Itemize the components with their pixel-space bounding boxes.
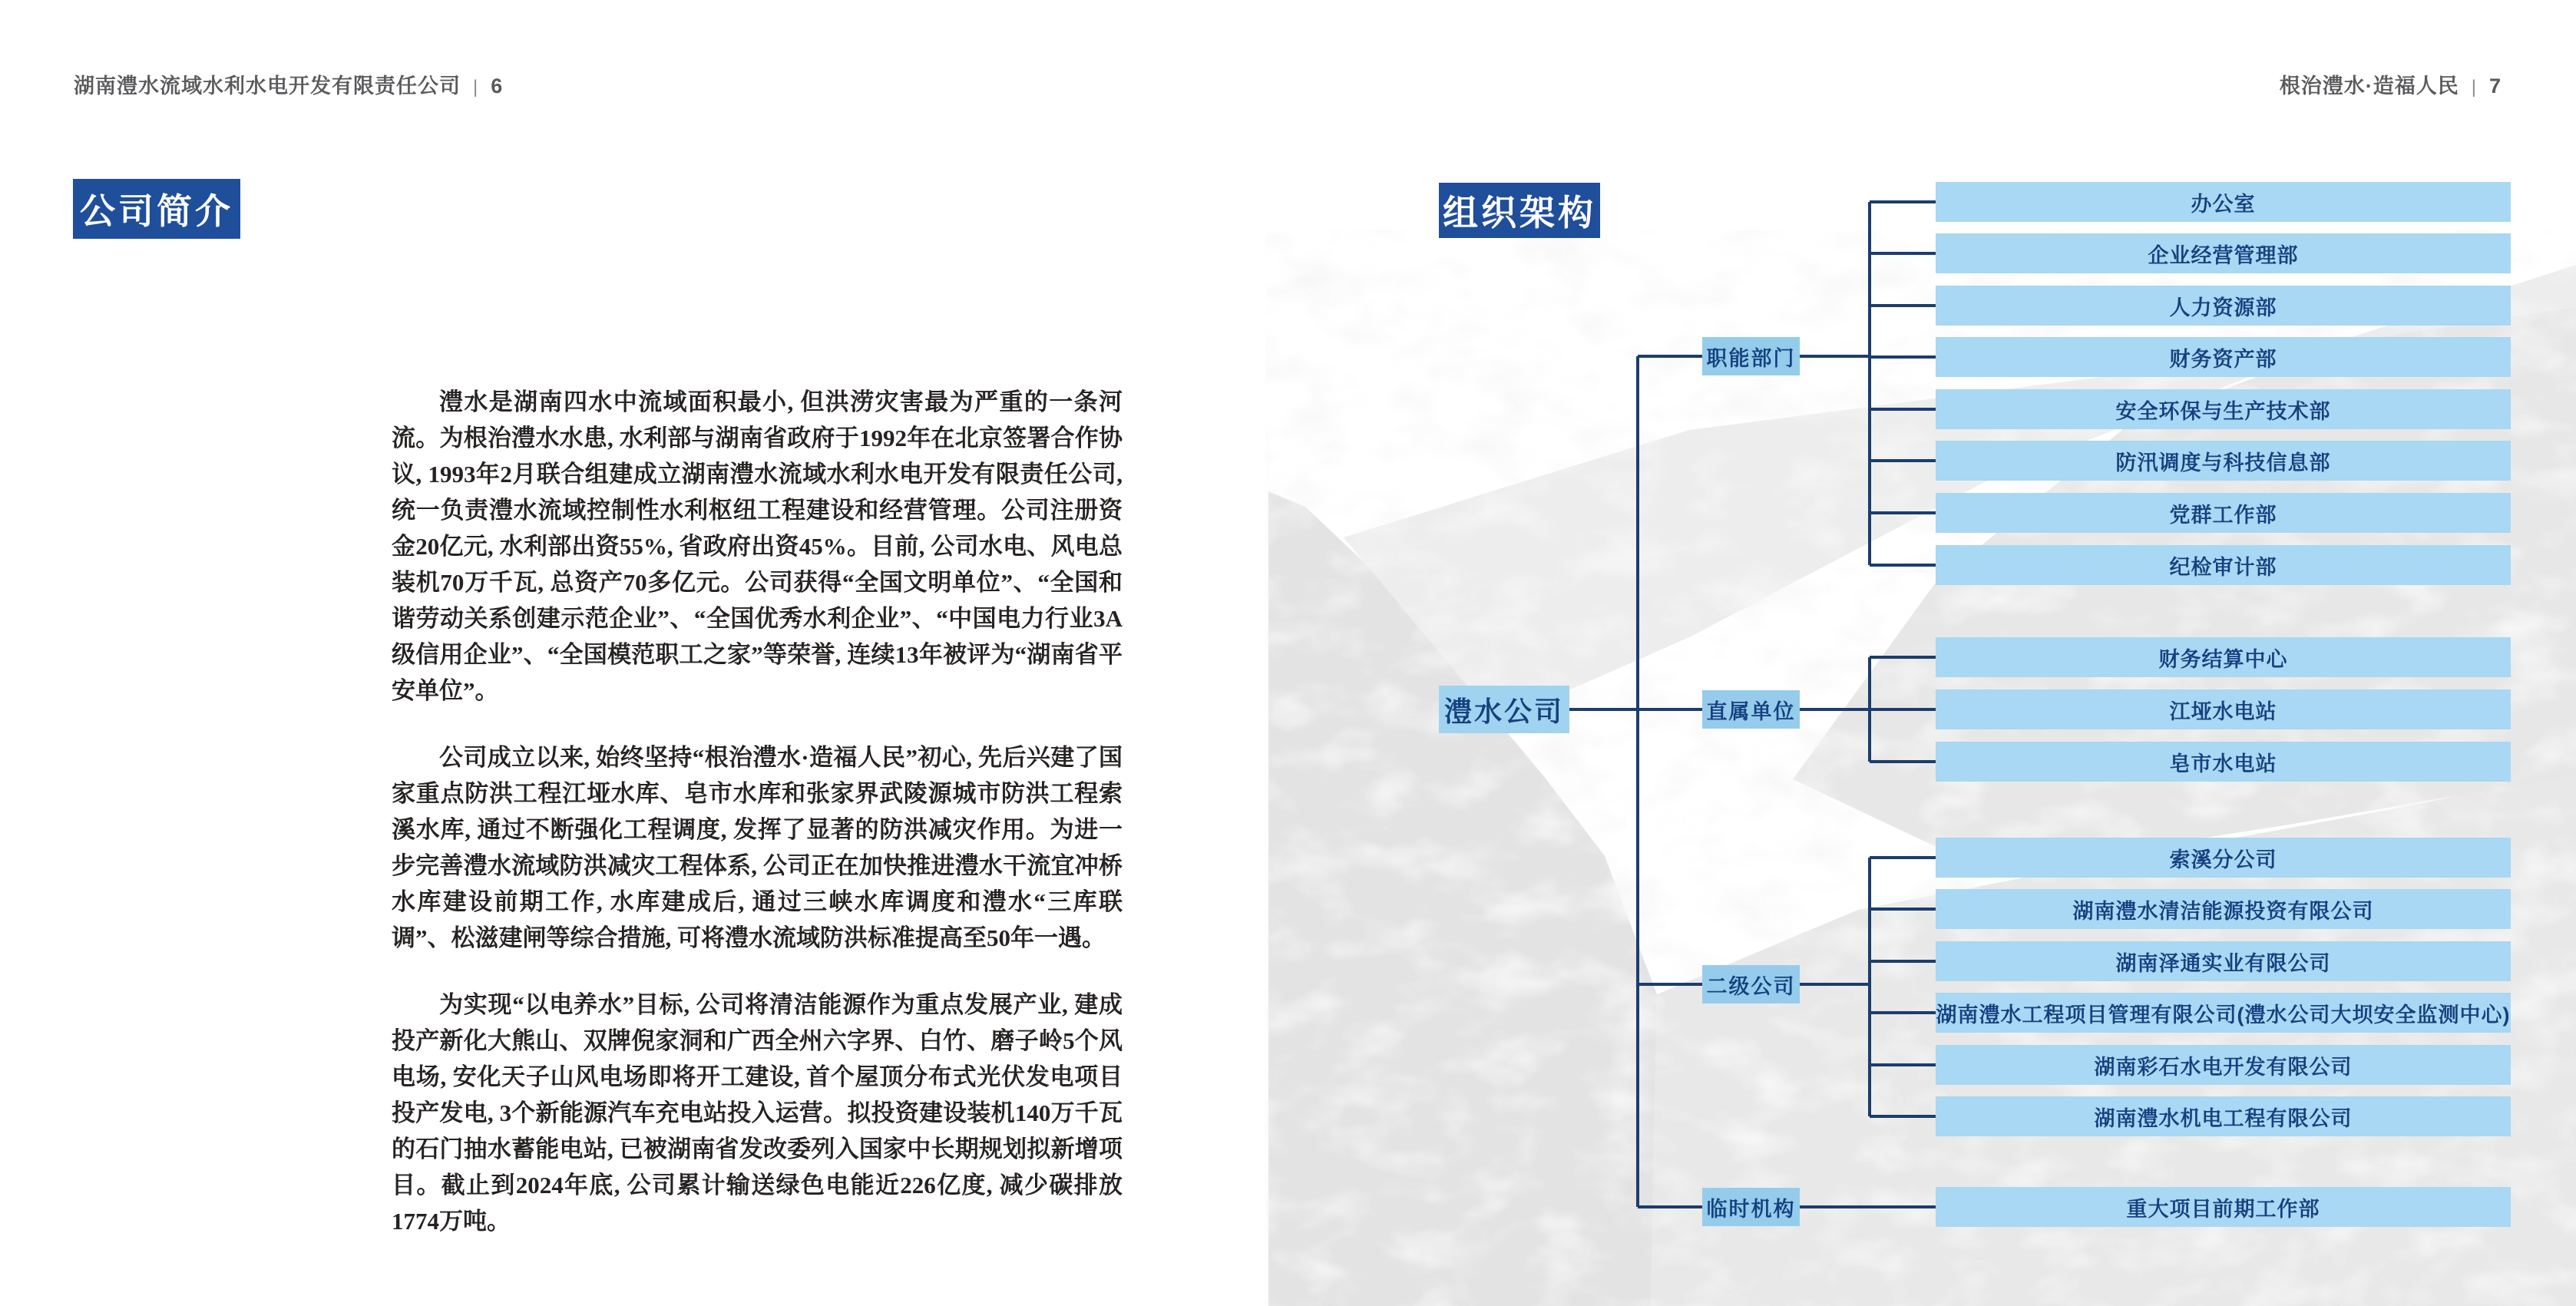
connector-line (1870, 564, 1936, 567)
org-child-node: 湖南泽通实业有限公司 (1936, 941, 2511, 981)
connector-line (1870, 355, 1936, 359)
org-child-node: 湖南澧水工程项目管理有限公司(澧水公司大坝安全监测中心) (1936, 993, 2511, 1033)
connector-line (1868, 858, 1871, 1116)
org-branch-label: 二级公司 (1702, 965, 1800, 1003)
connector-line (1870, 252, 1936, 255)
connector-line (1870, 908, 1936, 911)
connector-line (1870, 856, 1936, 859)
profile-paragraph-3: 为实现“以电养水”目标, 公司将清洁能源作为重点发展产业, 建成投产新化大熊山、双牌倪家洞和广西全州六字界、白竹、磨子岭5个风电场, 安化天子山风电场即将开工建设, 首个屋顶分布式光伏发电项目投产发电, 3个新能源汽车充电站投入运营。拟投资建设装机140万千瓦的石门抽水蓄能电站, 已被湖南省发改委列入国家中长期规划拟新增项目。截止到2024年底, 公司累计输送绿色电能近226亿度, 减少碳排放1774万吨。 (392, 991, 1123, 1235)
connector-line (1870, 459, 1936, 462)
connector-line (1800, 983, 1870, 986)
connector-line (1870, 1011, 1936, 1014)
org-root-node: 澧水公司 (1439, 686, 1569, 733)
org-child-node: 安全环保与生产技术部 (1936, 389, 2511, 429)
org-child-node: 索溪分公司 (1936, 838, 2511, 878)
section-title-company-profile: 公司简介 (73, 179, 240, 239)
connector-line (1636, 356, 1639, 1207)
org-child-node: 江垭水电站 (1936, 689, 2511, 729)
section-title-org-structure: 组织架构 (1439, 183, 1600, 238)
org-child-node: 皂市水电站 (1936, 742, 2511, 782)
org-child-node: 财务结算中心 (1936, 637, 2511, 677)
org-child-node: 重大项目前期工作部 (1936, 1187, 2511, 1227)
connector-line (1800, 1205, 1936, 1208)
connector-line (1870, 408, 1936, 411)
company-motto: 根治澧水·造福人民 (2279, 74, 2459, 98)
connector-line (1870, 304, 1936, 307)
org-child-node: 防汛调度与科技信息部 (1936, 441, 2511, 481)
org-child-node: 湖南澧水清洁能源投资有限公司 (1936, 889, 2511, 929)
profile-paragraph-1: 澧水是湖南四水中流域面积最小, 但洪涝灾害最为严重的一条河流。为根治澧水水患, 水利部与湖南省政府于1992年在北京签署合作协议, 1993年2月联合组建成立湖南澧水流域水利水电开发有限责任公司, 统一负责澧水流域控制性水利枢纽工程建设和经营管理。公司注册资金20亿元, 水利部出资55%, 省政府出资45%。目前, 公司水电、风电总装机70万千瓦, 总资产70多亿元。公司获得“全国文明单位”、“全国和谐劳动关系创建示范企业”、“全国优秀水利企业”、“中国电力行业3A级信用企业”、“全国模范职工之家”等荣誉, 连续13年被评为“湖南省平安单位”。 (392, 388, 1123, 704)
header-separator: | (2471, 77, 2477, 98)
org-child-node: 纪检审计部 (1936, 545, 2511, 585)
left-page-header (74, 72, 503, 101)
profile-paragraph-2: 公司成立以来, 始终坚持“根治澧水·造福人民”初心, 先后兴建了国家重点防洪工程江垭水库、皂市水库和张家界武陵源城市防洪工程索溪水库, 通过不断强化工程调度, 发挥了显著的防洪减灾作用。为进一步完善澧水流域防洪减灾工程体系, 公司正在加快推进澧水干流宜冲桥水库建设前期工作, 水库建成后, 通过三峡水库调度和澧水“三库联调”、松滋建闸等综合措施, 可将澧水流域防洪标准提高至50年一遇。 (392, 744, 1123, 951)
org-child-node: 湖南澧水机电工程有限公司 (1936, 1096, 2511, 1136)
connector-line (1870, 656, 1936, 659)
org-child-node: 湖南彩石水电开发有限公司 (1936, 1045, 2511, 1085)
company-profile-text (392, 384, 1123, 1270)
header-separator: | (473, 77, 479, 98)
connector-line (1870, 960, 1936, 963)
org-branch-label: 直属单位 (1702, 690, 1800, 729)
connector-line (1638, 355, 1702, 358)
connector-line (1638, 983, 1702, 986)
connector-line (1870, 708, 1936, 711)
connector-line (1870, 1063, 1936, 1066)
connector-line (1870, 511, 1936, 514)
org-child-node: 党群工作部 (1936, 493, 2511, 533)
connector-line (1569, 708, 1702, 711)
org-child-node: 企业经营管理部 (1936, 233, 2511, 273)
org-child-node: 办公室 (1936, 182, 2511, 222)
left-page-number: 6 (491, 74, 504, 98)
connector-line (1870, 1115, 1936, 1118)
org-child-node: 财务资产部 (1936, 337, 2511, 377)
connector-line (1870, 760, 1936, 763)
connector-line (1800, 708, 1870, 711)
org-branch-label: 职能部门 (1702, 337, 1800, 375)
company-name: 湖南澧水流域水利水电开发有限责任公司 (74, 74, 461, 98)
right-page-header (2280, 72, 2502, 101)
connector-line (1800, 355, 1870, 358)
org-branch-label: 临时机构 (1702, 1188, 1800, 1226)
right-page-number: 7 (2488, 74, 2502, 98)
org-child-node: 人力资源部 (1936, 286, 2511, 326)
connector-line (1638, 1205, 1702, 1208)
connector-line (1870, 200, 1936, 203)
